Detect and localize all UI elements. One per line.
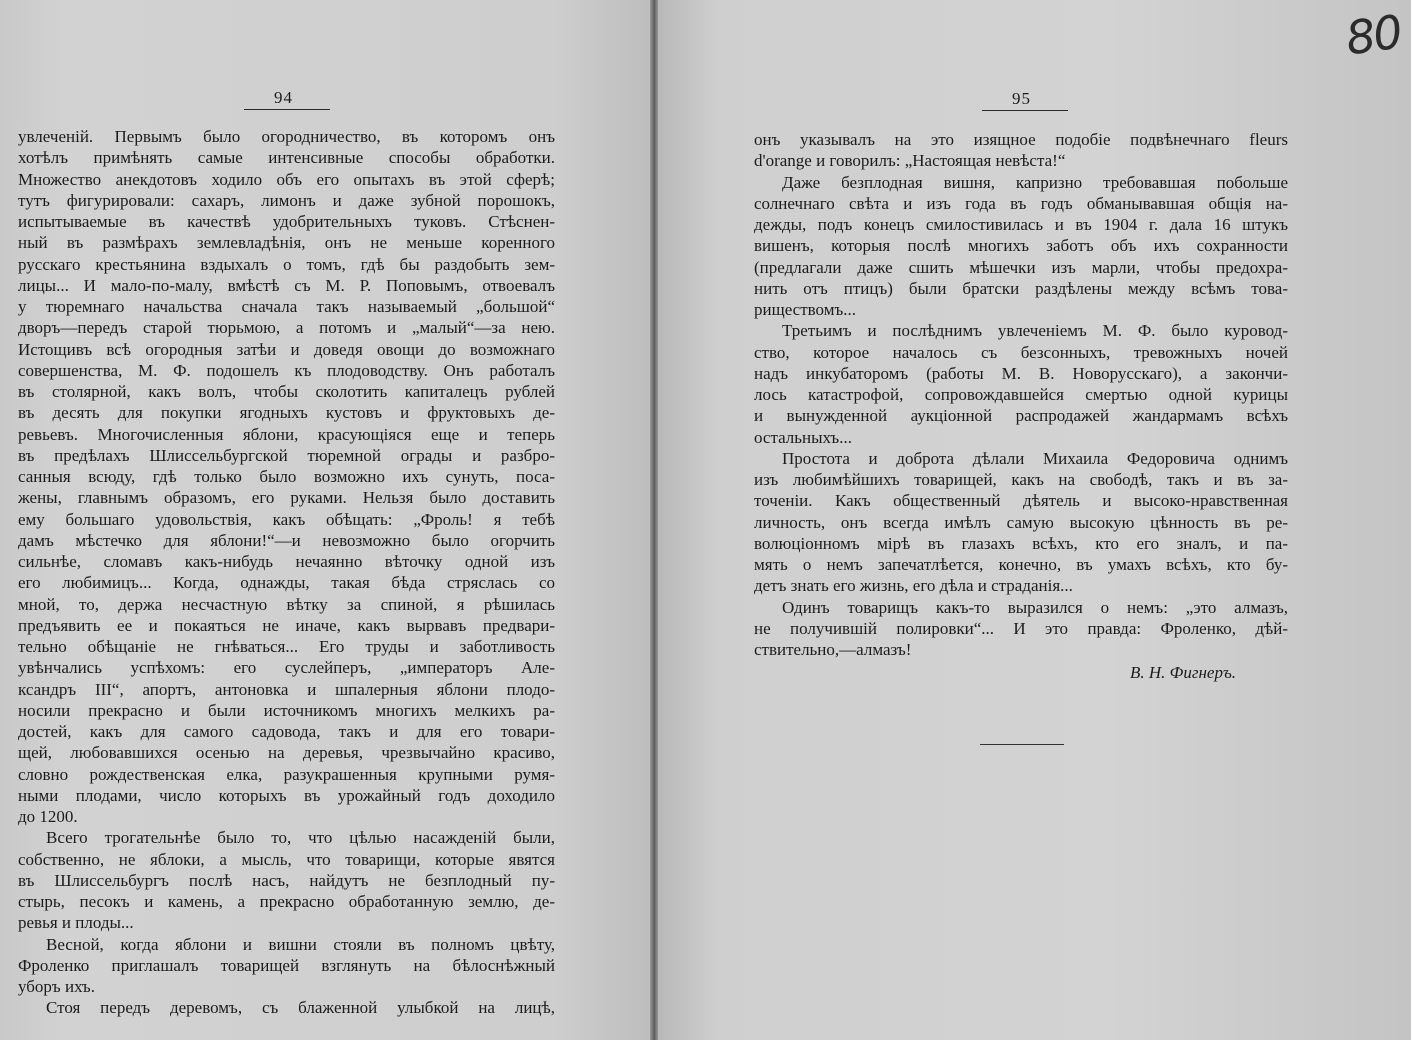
handwritten-folio-mark: 80 <box>1342 4 1405 66</box>
text-line: совершенства, М. Ф. подошелъ къ плодоводству. Онъ работалъ <box>18 360 555 380</box>
text-line: увѣнчались успѣхомъ: его суслейперъ, „императоръ Але- <box>18 658 555 678</box>
text-line: хотѣлъ примѣнять самые интенсивные способы обработки. <box>18 148 555 168</box>
text-line: (предлагали даже сшить мѣшечки изъ марли, чтобы предохра- <box>754 257 1288 277</box>
text-line: въ Шлиссельбургъ послѣ насъ, найдутъ не безплодный пу- <box>18 870 555 890</box>
text-line: солнечнаго свѣта и изъ года въ годъ обманывавшая общія на- <box>754 193 1288 213</box>
right-page-number-text: 95 <box>1012 89 1031 108</box>
right-page-body <box>754 129 1288 660</box>
text-line: точеніи. Какъ общественный дѣятель и высоко-нравственная <box>754 491 1288 511</box>
text-line: d'orange и говорилъ: „Настоящая невѣста!“ <box>754 151 1066 171</box>
text-line: волюціонномъ мірѣ въ глазахъ всѣхъ, кто его зналъ, и па- <box>754 533 1288 553</box>
text-line: въ столярной, какъ волъ, чтобы сколотить капиталецъ рублей <box>18 382 555 401</box>
text-line: надъ инкубаторомъ (работы М. В. Новорусскаго), а закончи- <box>754 363 1288 383</box>
text-line: Одинъ товарищъ какъ-то выразился о немъ: „это алмазъ, <box>782 597 1288 617</box>
text-line: достей, какъ для самого садовода, такъ и для его товари- <box>18 722 555 741</box>
text-line: предъявить ее и покаяться не иначе, какъ вырвавъ предвари- <box>18 615 555 635</box>
text-line: жены, главнымъ образомъ, его руками. Нельзя было доставить <box>18 488 555 508</box>
text-line: уборъ ихъ. <box>18 977 95 996</box>
text-line: Даже безплодная вишня, капризно требовавшая побольше <box>782 172 1288 192</box>
text-line: тутъ фигурировали: сахаръ, лимонъ и даже зубной порошокъ, <box>18 190 555 210</box>
text-line: въ десять для покупки ягодныхъ кустовъ и фруктовыхъ де- <box>18 403 555 423</box>
text-line: ксандръ III“, апортъ, антоновка и шпалерныя яблони плодо- <box>18 679 555 699</box>
text-line: изъ любимѣйшихъ товарищей, какъ на свободѣ, такъ и въ за- <box>754 470 1288 489</box>
text-line: у тюремнаго начальства сначала такъ называемый „большой“ <box>18 297 555 316</box>
text-line: ствительно,—алмазъ! <box>754 640 912 659</box>
text-line: сильнѣе, сломавъ какъ-нибудь нечаянно вѣточку одной изъ <box>18 552 555 571</box>
text-line: мной, то, держа несчастную вѣтку за спиной, я рѣшилась <box>18 594 555 614</box>
text-line: Весной, когда яблони и вишни стояли въ полномъ цвѣту, <box>46 934 555 954</box>
text-line: личность, онъ всегда имѣлъ самую высокую цѣнность въ ре- <box>754 512 1288 532</box>
text-line: Истощивъ всѣ огородныя затѣи и доведя овощи до возможнаго <box>18 339 555 359</box>
left-page-body <box>18 126 555 1019</box>
right-page <box>658 0 1411 1040</box>
text-line: Простота и доброта дѣлали Михаила Федоровича однимъ <box>782 448 1288 468</box>
text-line: испытываемые въ качествѣ удобрительныхъ туковъ. Стѣснен- <box>18 212 555 231</box>
left-page-number-text: 94 <box>274 88 293 107</box>
text-line: лось катастрофой, сопровождавшейся смертью одной курицы <box>754 385 1288 404</box>
text-line: увлеченій. Первымъ было огородничество, въ которомъ онъ <box>18 127 555 146</box>
text-line: остальныхъ... <box>754 427 852 447</box>
text-line: мять о немъ запечатлѣется, конечно, въ умахъ всѣхъ, кто бу- <box>754 555 1288 574</box>
left-page-number <box>274 88 293 108</box>
left-page <box>0 0 652 1040</box>
signature: В. Н. Фигнеръ. <box>1130 663 1237 682</box>
right-page-number-rule <box>982 110 1068 111</box>
left-page-number-rule <box>244 109 330 110</box>
text-line: санныя всюду, гдѣ только было возможно ихъ сунуть, поса- <box>18 467 555 486</box>
text-line: щей, любовавшихся осенью на деревья, чрезвычайно красиво, <box>18 743 555 763</box>
text-line: риществомъ... <box>754 300 857 319</box>
text-line: дежды, подъ конецъ смилостивилась и въ 1904 г. дала 16 штукъ <box>754 215 1288 234</box>
text-line: ство, которое началось съ безсонныхъ, тревожныхъ ночей <box>754 342 1288 362</box>
text-line: нить отъ птицъ) были братски раздѣлены между всѣмъ това- <box>754 278 1288 298</box>
text-line: ревья и плоды... <box>18 913 134 933</box>
text-line: лицы... И мало-по-малу, вмѣстѣ съ М. Р. Поповымъ, отвоевалъ <box>18 275 555 295</box>
text-line: ревьевъ. Многочисленныя яблони, красующіяся еще и теперь <box>18 424 555 444</box>
text-line: словно рождественская елка, разукрашенныя крупными румя- <box>18 764 555 784</box>
text-line: не получившій полировки“... И это правда: Фроленко, дѣй- <box>754 618 1288 638</box>
text-line: дворъ—передъ старой тюрьмою, а потомъ и „малый“—за нею. <box>18 318 555 338</box>
text-line: ными плодами, число которыхъ въ урожайный годъ доходило <box>18 785 555 805</box>
text-line: ему большаго удовольствія, какъ обѣщать: „Фроль! я тебѣ <box>18 509 555 529</box>
text-line: носили прекрасно и были источникомъ многихъ мелкихъ ра- <box>18 700 555 720</box>
text-line: Третьимъ и послѣднимъ увлеченіемъ М. Ф. было куровод- <box>782 321 1288 341</box>
text-line: Множество анекдотовъ ходило объ его опытахъ въ этой сферѣ; <box>18 169 555 189</box>
text-line: и вынужденной аукціонной распродажей жандармамъ всѣхъ <box>754 406 1288 426</box>
text-line: тельно обѣщаніе не гнѣваться... Его труды и заботливость <box>18 637 555 656</box>
right-page-number <box>1012 89 1031 109</box>
text-line: собственно, не яблоки, а мысль, что товарищи, которые явятся <box>18 849 555 869</box>
text-line: онъ указывалъ на это изящное подобіе подвѣнечнаго fleurs <box>754 130 1288 149</box>
text-line: Стоя передъ деревомъ, съ блаженной улыбкой на лицѣ, <box>46 998 555 1018</box>
end-rule <box>980 744 1064 745</box>
text-line: до 1200. <box>18 807 78 826</box>
text-line: Всего трогательнѣе было то, что цѣлью насажденій были, <box>46 828 555 848</box>
text-line: стырь, песокъ и камень, а прекрасно обработанную землю, де- <box>18 892 555 911</box>
text-line: ный въ размѣрахъ землевладѣнія, онъ не меньше коренного <box>18 233 555 253</box>
text-line: дамъ мѣстечко для яблони!“—и невозможно было огорчить <box>18 530 555 550</box>
text-line: детъ знать его жизнь, его дѣла и страданія... <box>754 576 1073 596</box>
text-line: въ предѣлахъ Шлиссельбургской тюремной ограды и разбро- <box>18 445 555 465</box>
text-line: Фроленко приглашалъ товарищей взглянуть на бѣлоснѣжный <box>18 955 555 975</box>
text-line: русскаго крестьянина вздыхалъ о томъ, гдѣ бы раздобыть зем- <box>18 254 555 274</box>
text-line: его любимицъ... Когда, однажды, такая бѣда стряслась со <box>18 573 555 593</box>
text-line: вишенъ, которыя послѣ многихъ заботъ объ ихъ сохранности <box>754 236 1288 256</box>
